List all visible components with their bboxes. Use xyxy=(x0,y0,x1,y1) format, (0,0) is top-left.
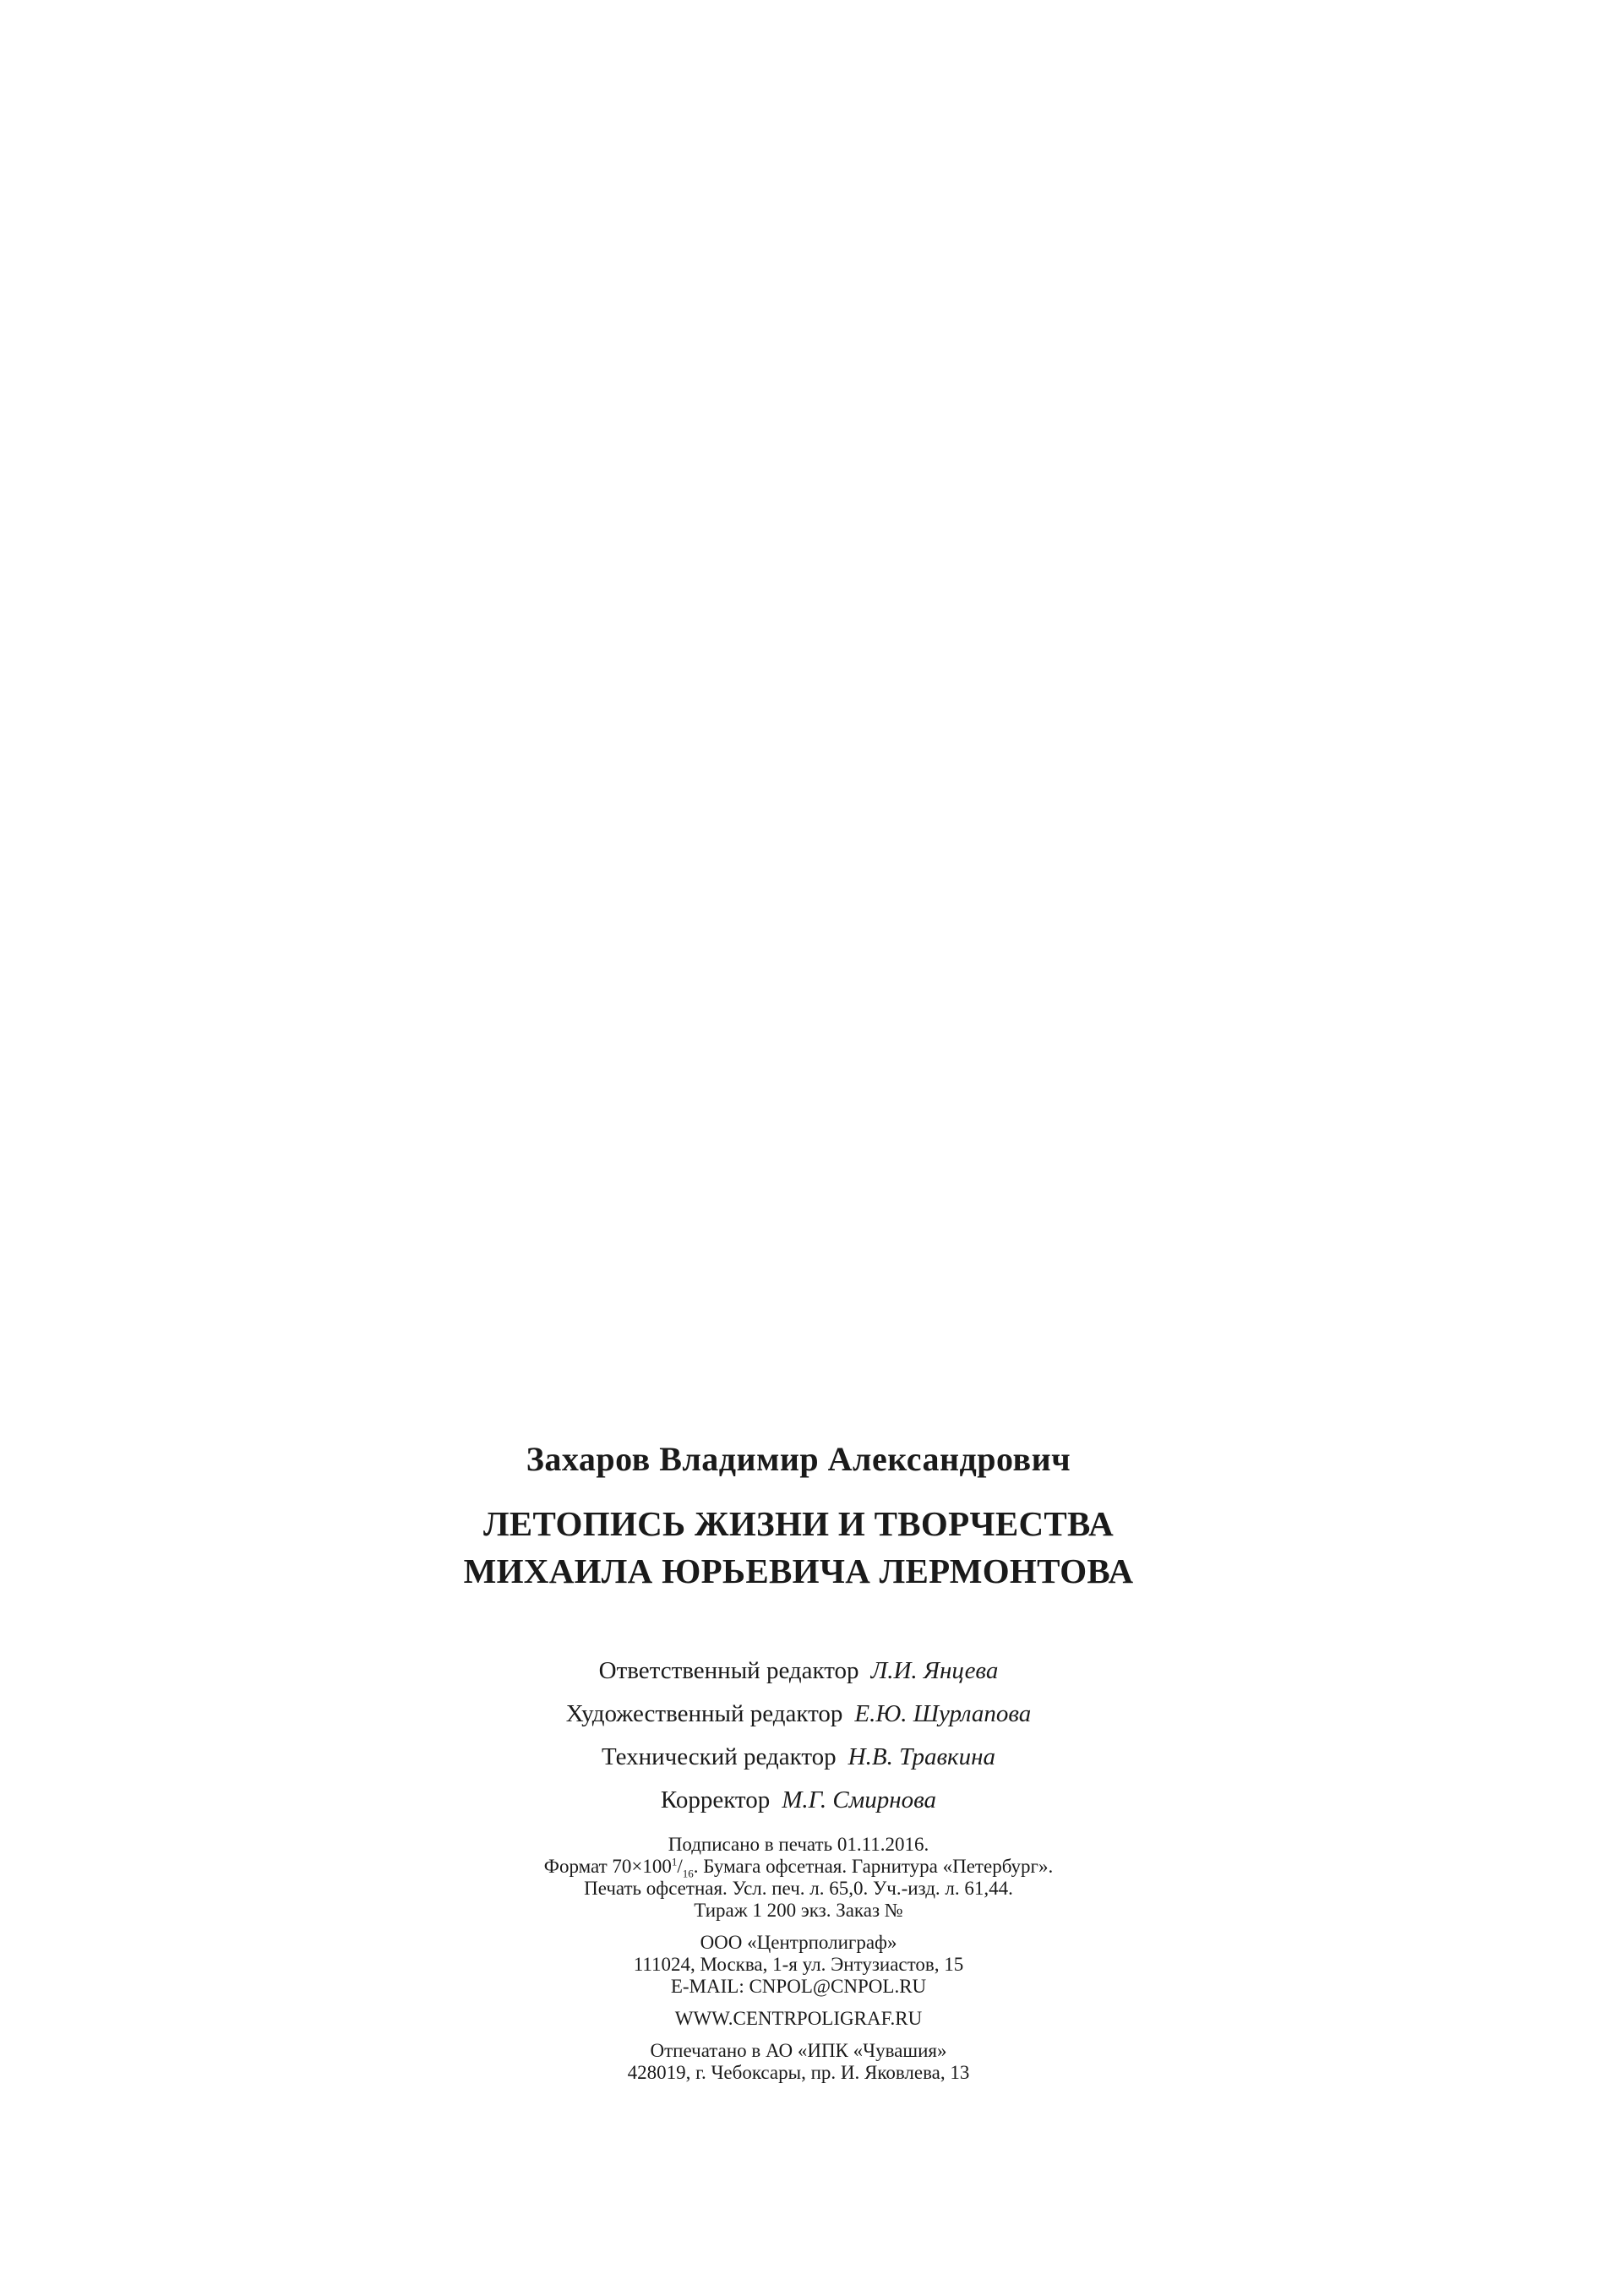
format-suffix: . Бумага офсетная. Гарнитура «Петербург». xyxy=(693,1856,1054,1877)
imprint-print-specs: Печать офсетная. Усл. печ. л. 65,0. Уч.-изд. л. 61,44. xyxy=(584,1878,1013,1899)
format-prefix: Формат 70×100 xyxy=(543,1856,672,1877)
publisher-email: E-MAIL: CNPOL@CNPOL.RU xyxy=(670,1976,927,1997)
book-title-line-2: МИХАИЛА ЮРЬЕВИЧА ЛЕРМОНТОВА xyxy=(463,1552,1134,1590)
imprint-print-run: Тираж 1 200 экз. Заказ № xyxy=(694,1900,903,1921)
editor-row-technical xyxy=(0,1736,1597,1779)
imprint-block xyxy=(0,1834,1597,2084)
format-numerator: 1 xyxy=(671,1855,678,1868)
format-slash: / xyxy=(677,1856,683,1877)
format-denominator: 16 xyxy=(682,1867,694,1880)
spacer xyxy=(0,2030,1597,2040)
editor-row-proofreader xyxy=(0,1779,1597,1822)
editor-role: Технический редактор xyxy=(601,1743,837,1770)
editor-name: М.Г. Смирнова xyxy=(782,1786,937,1813)
editor-row-art xyxy=(0,1693,1597,1736)
publisher-name: ООО «Центрполиграф» xyxy=(700,1932,897,1953)
author-name: Захаров Владимир Александрович xyxy=(526,1440,1071,1478)
editor-name: Е.Ю. Шурлапова xyxy=(854,1700,1032,1727)
printer-name: Отпечатано в АО «ИПК «Чувашия» xyxy=(650,2040,947,2061)
publisher-website: WWW.CENTRPOLIGRAF.RU xyxy=(674,2008,923,2029)
imprint-format xyxy=(0,1856,1597,1878)
book-title-line-1: ЛЕТОПИСЬ ЖИЗНИ И ТВОРЧЕСТВА xyxy=(482,1504,1115,1543)
editor-row-responsible xyxy=(0,1650,1597,1693)
editor-role: Ответственный редактор xyxy=(598,1657,859,1684)
editor-role: Корректор xyxy=(660,1786,771,1813)
book-title xyxy=(0,1500,1597,1595)
imprint-signed: Подписано в печать 01.11.2016. xyxy=(668,1834,929,1855)
editor-name: Н.В. Травкина xyxy=(848,1743,996,1770)
editors-list xyxy=(0,1650,1597,1822)
editor-role: Художественный редактор xyxy=(565,1700,843,1727)
editor-name: Л.И. Янцева xyxy=(870,1657,999,1684)
spacer xyxy=(0,1998,1597,2008)
publisher-address: 111024, Москва, 1-я ул. Энтузиастов, 15 xyxy=(633,1954,964,1975)
printer-address: 428019, г. Чебоксары, пр. И. Яковлева, 13 xyxy=(627,2062,970,2083)
spacer xyxy=(0,1922,1597,1932)
